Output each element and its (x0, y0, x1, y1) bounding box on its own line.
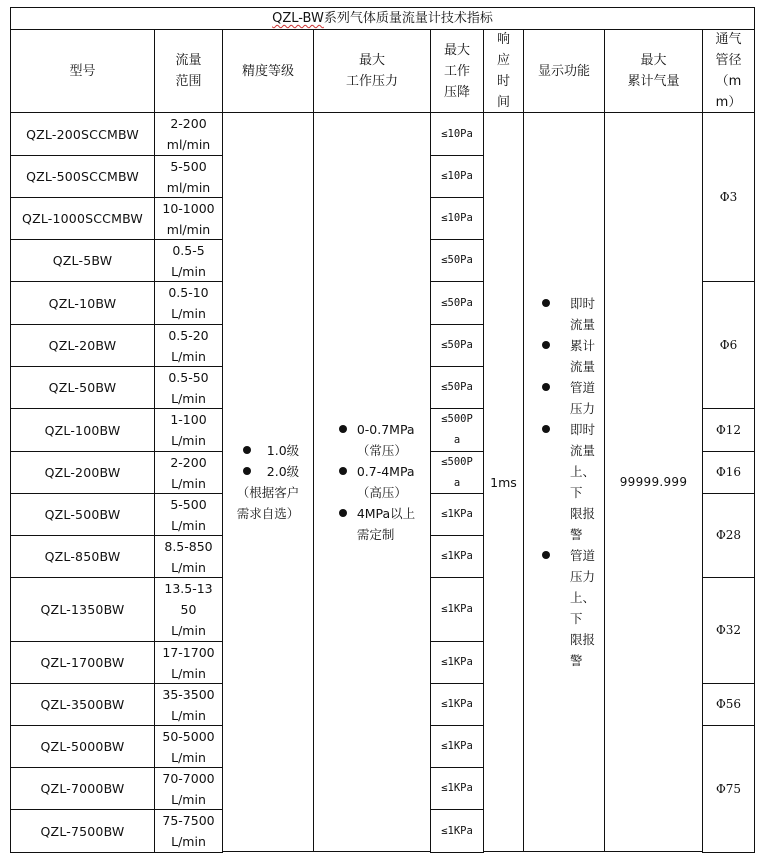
accuracy-item: 1.0级 (237, 440, 299, 461)
pressure-drop-line: a (453, 434, 461, 446)
flow-range-line: 50 (180, 602, 197, 617)
display-function-line: 流量 (570, 359, 596, 374)
model-name: QZL-1000SCCMBW (22, 211, 143, 226)
model-name: QZL-10BW (48, 295, 117, 311)
header-max-pressure (313, 29, 431, 113)
flow-range-line: L/min (171, 390, 206, 406)
pressure-value: 0-0.7MPa (356, 422, 415, 437)
pressure-drop-line: ≤10Pa (441, 170, 473, 182)
model-name: QZL-1700BW (40, 655, 125, 670)
header-accuracy (222, 29, 314, 113)
pressure-drop-cell (430, 408, 484, 452)
pipe-diameter-cell (702, 408, 755, 452)
flow-range-cell (154, 493, 223, 536)
display-function-line: 限报 (570, 632, 596, 647)
model-cell (10, 281, 155, 325)
header-line: 最大 (443, 42, 470, 58)
pipe-diameter: Φ75 (715, 781, 742, 796)
pressure-drop-line: ≤1KPa (441, 656, 473, 668)
header-model-label: 型号 (69, 63, 96, 79)
title-prefix: QZL-BW (272, 11, 324, 26)
model-name: QZL-50BW (48, 380, 117, 395)
header-range-line: 范围 (175, 74, 202, 89)
flow-range-line: L/min (171, 306, 206, 321)
flow-range-line: 0.5-10 (168, 285, 209, 300)
display-function-line: 警 (570, 653, 583, 668)
model-name: QZL-1350BW (40, 602, 125, 617)
header-line: 响 (496, 32, 510, 47)
table-title (10, 7, 755, 30)
model-name: QZL-850BW (44, 549, 121, 564)
model-name: QZL-200BW (44, 465, 121, 480)
accuracy-list (237, 440, 299, 482)
header-range (154, 29, 223, 113)
flow-range-line: 70-7000 (162, 770, 215, 786)
pressure-drop-cell (430, 493, 484, 536)
flow-range-line: 5-500 (170, 496, 207, 512)
header-line: 工作 (443, 63, 470, 79)
flow-range-line: L/min (171, 707, 206, 723)
pressure-note: （高压） (356, 485, 407, 500)
header-line: m） (715, 95, 742, 110)
model-cell (10, 112, 155, 156)
pressure-drop-cell (430, 197, 484, 240)
pipe-diameter-cell (702, 577, 755, 684)
flow-range-line: 1-100 (170, 412, 207, 427)
pipe-diameter-cell (702, 493, 755, 578)
display-function-line: 上、下 (570, 464, 596, 500)
pipe-diameter-cell (702, 683, 755, 726)
max-total-value: 99999.999 (619, 474, 688, 489)
flow-range-line: L/min (171, 263, 206, 279)
pressure-drop-line: ≤500P (441, 455, 473, 468)
flow-range-cell (154, 767, 223, 810)
pipe-diameter: Φ12 (715, 422, 742, 437)
model-cell (10, 641, 155, 684)
header-line: 最大 (358, 53, 385, 68)
pressure-item (333, 503, 415, 545)
note-line: 需求自选） (236, 506, 300, 521)
header-line: 压降 (443, 84, 470, 100)
display-functions-list (530, 293, 598, 671)
pressure-drop-line: ≤1KPa (441, 603, 473, 615)
pressure-drop-cell (430, 725, 484, 768)
flow-range-line: 0.5-20 (168, 327, 209, 343)
pressure-drop-cell (430, 577, 484, 642)
flow-range-line: L/min (171, 433, 206, 448)
model-name: QZL-200SCCMBW (26, 126, 139, 142)
header-line: 累计气量 (627, 74, 680, 89)
pressure-drop-line: ≤50Pa (441, 254, 473, 266)
header-display (523, 29, 605, 113)
flow-range-line: ml/min (166, 137, 211, 152)
model-name: QZL-100BW (44, 422, 121, 438)
model-name: QZL-500BW (44, 507, 121, 522)
pressure-drop-cell (430, 683, 484, 726)
pressure-value: 4MPa以上 (356, 506, 416, 521)
flow-range-cell (154, 725, 223, 768)
flow-range-cell (154, 281, 223, 325)
pipe-diameter-cell (702, 725, 755, 853)
header-response (483, 29, 524, 113)
header-line: 间 (496, 95, 510, 110)
display-function-line: 流量 (570, 443, 596, 458)
pressure-drop-cell (430, 324, 484, 367)
max-total-cell (604, 112, 703, 852)
pressure-drop-line: a (453, 476, 461, 489)
flow-range-line: L/min (171, 475, 206, 491)
flow-range-cell (154, 683, 223, 726)
pressure-drop-line: ≤1KPa (441, 698, 473, 710)
flow-range-line: 75-7500 (162, 813, 215, 828)
model-cell (10, 451, 155, 494)
flow-range-line: L/min (171, 834, 206, 849)
flow-range-cell (154, 641, 223, 684)
display-function-line: 流量 (570, 317, 596, 332)
accuracy-cell (222, 112, 314, 852)
model-cell (10, 683, 155, 726)
pressure-drop-cell (430, 809, 484, 853)
pressure-drop-cell (430, 239, 484, 282)
max-pressure-cell (313, 112, 431, 852)
model-name: QZL-20BW (48, 338, 117, 353)
note-line: （根据客户 (236, 485, 300, 500)
flow-range-cell (154, 809, 223, 853)
flow-range-line: L/min (171, 348, 206, 364)
flow-range-line: 5-500 (170, 158, 207, 174)
header-pipe (702, 29, 755, 113)
header-max-drop (430, 29, 484, 113)
display-function-line: 警 (570, 527, 583, 542)
model-name: QZL-500SCCMBW (26, 169, 139, 184)
flow-range-line: 10-1000 (162, 200, 215, 216)
display-function-item (530, 545, 598, 671)
flow-range-line: L/min (171, 791, 206, 807)
model-cell (10, 155, 155, 198)
header-line: 时 (496, 74, 510, 89)
title-text: 系列气体质量流量计技术指标 (323, 11, 493, 26)
display-function-item (530, 335, 598, 377)
flow-range-cell (154, 112, 223, 156)
header-line: 工作压力 (345, 74, 398, 89)
model-cell (10, 324, 155, 367)
display-function-item (530, 293, 598, 335)
header-line: 管径 (715, 53, 742, 68)
flow-range-cell (154, 451, 223, 494)
flow-range-line: 35-3500 (162, 686, 215, 702)
pipe-diameter: Φ6 (719, 337, 738, 352)
header-line: （m (715, 74, 742, 89)
display-function-line: 上、下 (570, 590, 596, 626)
pressure-drop-line: ≤50Pa (441, 296, 473, 309)
flow-range-line: 0.5-50 (168, 369, 209, 385)
flow-range-cell (154, 535, 223, 578)
spec-table (10, 7, 755, 852)
pressure-drop-cell (430, 155, 484, 198)
model-cell (10, 577, 155, 642)
display-function-item (530, 419, 598, 545)
display-function-line: 即时 (570, 296, 596, 311)
flow-range-cell (154, 239, 223, 282)
flow-range-line: 2-200 (170, 116, 207, 131)
flow-range-line: L/min (171, 559, 206, 575)
max-pressure-list (333, 419, 415, 545)
accuracy-item: 2.0级 (237, 461, 299, 482)
model-cell (10, 408, 155, 452)
display-function-line: 管道 (570, 380, 596, 395)
pressure-drop-line: ≤1KPa (441, 740, 473, 752)
flow-range-line: 0.5-5 (172, 242, 205, 258)
flow-range-line: L/min (171, 749, 206, 765)
header-line: 通气 (715, 32, 742, 47)
display-function-line: 压力 (570, 401, 596, 416)
pressure-drop-line: ≤50Pa (441, 339, 473, 351)
pressure-drop-line: ≤1KPa (441, 550, 473, 562)
flow-range-cell (154, 197, 223, 240)
header-model (10, 29, 155, 113)
pipe-diameter: Φ16 (715, 465, 742, 479)
model-cell (10, 366, 155, 409)
flow-range-line: 8.5-850 (164, 538, 213, 554)
pressure-drop-cell (430, 366, 484, 409)
pipe-diameter: Φ28 (715, 528, 742, 542)
pressure-drop-cell (430, 535, 484, 578)
model-name: QZL-7500BW (40, 823, 125, 839)
flow-range-cell (154, 155, 223, 198)
pressure-note: 需定制 (356, 527, 395, 542)
pipe-diameter-cell (702, 451, 755, 494)
flow-range-line: ml/min (166, 221, 211, 237)
pressure-drop-line: ≤1KPa (441, 782, 473, 794)
pipe-diameter-cell (702, 281, 755, 409)
response-time: 1ms (490, 474, 517, 490)
pressure-drop-line: ≤10Pa (441, 212, 473, 224)
pressure-item (333, 461, 415, 503)
pressure-drop-cell (430, 641, 484, 684)
flow-range-line: ml/min (166, 179, 211, 195)
pressure-value: 0.7-4MPa (356, 464, 415, 479)
flow-range-line: 50-5000 (162, 728, 215, 744)
display-function-item (530, 377, 598, 419)
flow-range-line: L/min (171, 623, 206, 638)
flow-range-line: 17-1700 (162, 644, 215, 660)
flow-range-cell (154, 408, 223, 452)
flow-range-line: 13.5-13 (164, 581, 213, 596)
display-function-line: 即时 (570, 422, 596, 437)
display-function-line: 管道 (570, 548, 596, 563)
pressure-drop-line: ≤500P (441, 413, 473, 425)
accuracy-note (237, 482, 300, 524)
header-range-line: 流量 (175, 53, 202, 68)
flow-range-line: L/min (171, 517, 206, 533)
pipe-diameter-cell (702, 112, 755, 282)
model-cell (10, 767, 155, 810)
flow-range-cell (154, 577, 223, 642)
pipe-diameter: Φ32 (715, 623, 742, 637)
pipe-diameter: Φ56 (715, 697, 742, 711)
pressure-item (333, 419, 415, 461)
model-cell (10, 809, 155, 853)
model-cell (10, 535, 155, 578)
pressure-drop-line: ≤50Pa (441, 381, 473, 393)
header-max-total (604, 29, 703, 113)
model-cell (10, 197, 155, 240)
pipe-diameter: Φ3 (719, 189, 738, 204)
pressure-drop-cell (430, 451, 484, 494)
model-name: QZL-5000BW (40, 739, 125, 754)
flow-range-cell (154, 366, 223, 409)
display-function-line: 累计 (570, 338, 596, 353)
response-time-cell (483, 112, 524, 852)
flow-range-line: 2-200 (170, 454, 207, 470)
model-name: QZL-5BW (52, 253, 113, 268)
display-functions-cell (523, 112, 605, 852)
header-line: 最大 (640, 53, 667, 68)
header-display-label: 显示功能 (537, 63, 590, 79)
display-function-line: 限报 (570, 506, 596, 521)
pressure-drop-line: ≤10Pa (441, 127, 473, 140)
pressure-drop-cell (430, 767, 484, 810)
pressure-drop-line: ≤1KPa (441, 508, 473, 520)
model-name: QZL-3500BW (40, 697, 125, 712)
model-name: QZL-7000BW (40, 781, 125, 796)
display-function-line: 压力 (570, 569, 596, 584)
model-cell (10, 493, 155, 536)
flow-range-line: L/min (171, 665, 206, 681)
header-accuracy-label: 精度等级 (241, 63, 294, 79)
pressure-drop-cell (430, 112, 484, 156)
pressure-drop-line: ≤1KPa (441, 824, 473, 837)
pressure-note: （常压） (356, 443, 407, 458)
pressure-drop-cell (430, 281, 484, 325)
flow-range-cell (154, 324, 223, 367)
model-cell (10, 725, 155, 768)
header-line: 应 (496, 53, 510, 68)
model-cell (10, 239, 155, 282)
